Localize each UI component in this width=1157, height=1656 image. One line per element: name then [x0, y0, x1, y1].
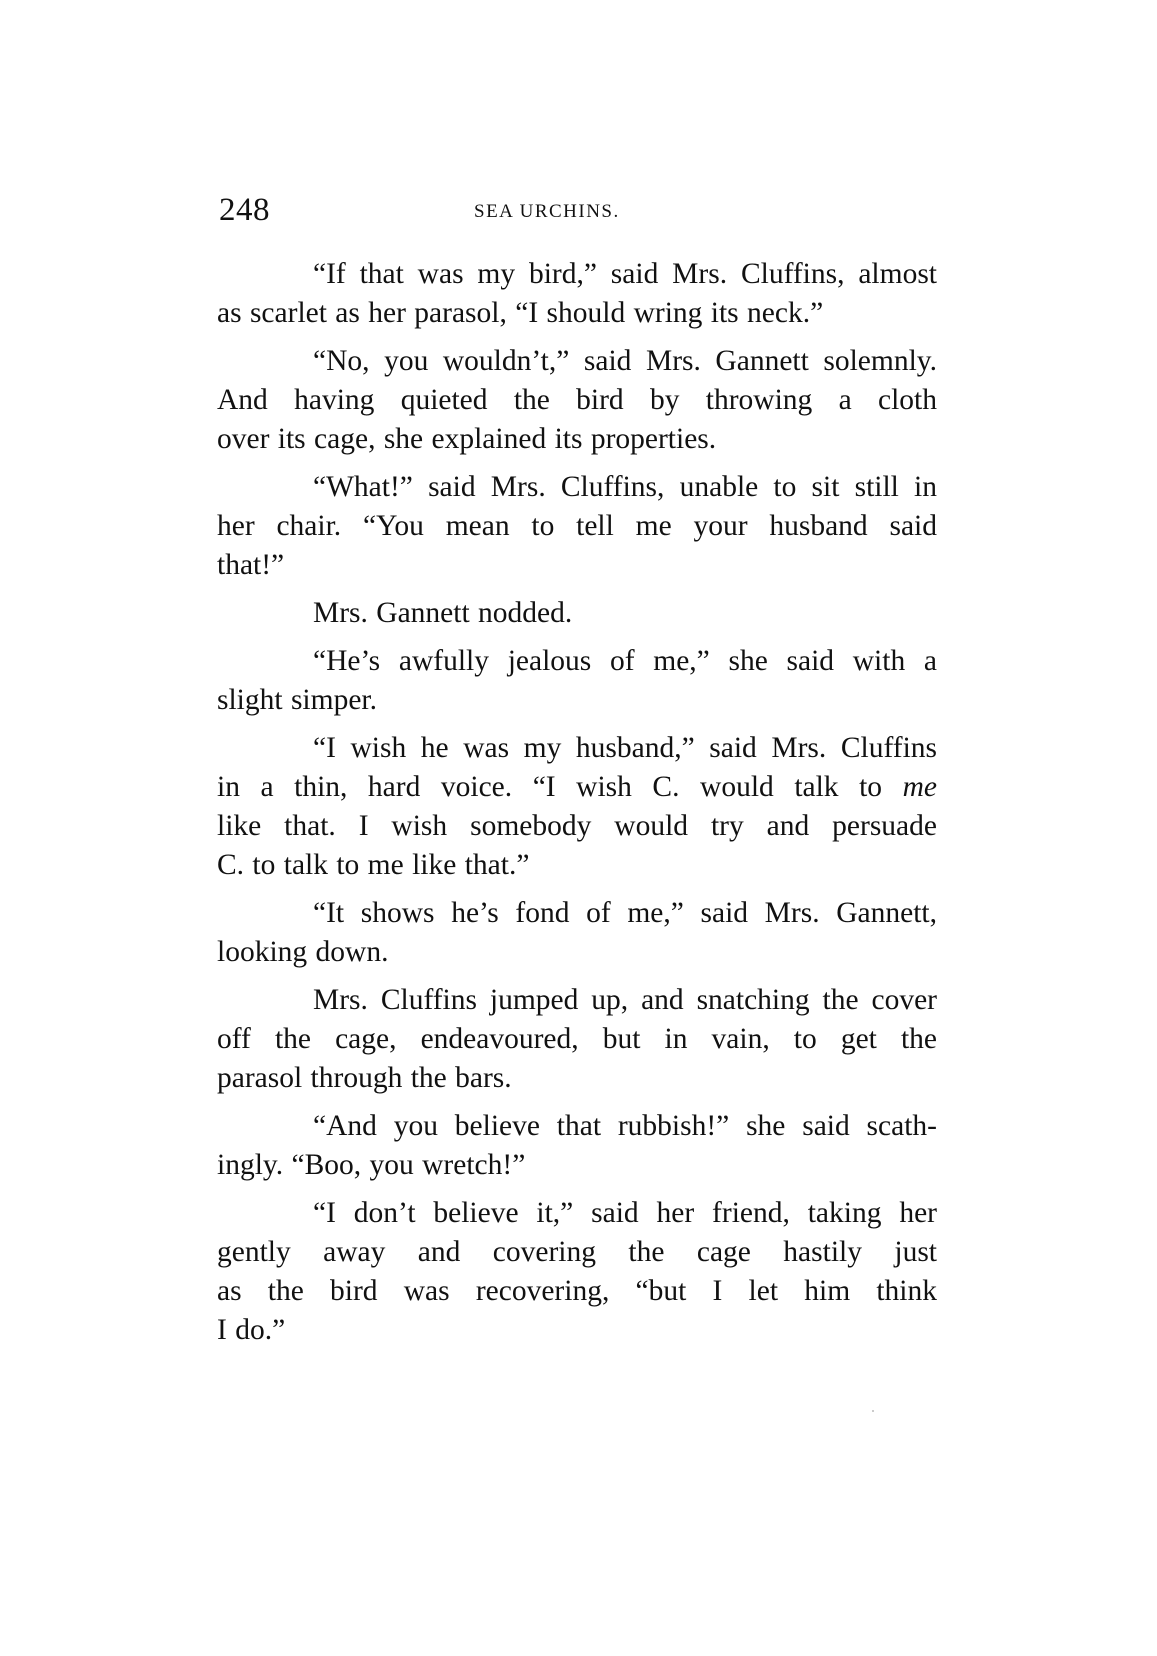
running-title: SEA URCHINS. — [474, 201, 620, 222]
text-line: ingly. “Boo, you wretch!” — [217, 1149, 526, 1181]
text-line: as the bird was recovering, “but I let him think — [217, 1275, 937, 1307]
text-line: “It shows he’s fond of me,” said Mrs. Gannett, — [313, 897, 937, 929]
text-line: “If that was my bird,” said Mrs. Cluffins, almost — [313, 258, 937, 290]
text-line: “He’s awfully jealous of me,” she said with a — [313, 645, 937, 677]
text-line: “I don’t believe it,” said her friend, taking her — [313, 1197, 937, 1229]
paper-speck — [872, 1410, 874, 1412]
text-line: Mrs. Cluffins jumped up, and snatching the cover — [313, 984, 937, 1016]
text-line: off the cage, endeavoured, but in vain, to get the — [217, 1023, 937, 1055]
paragraph-8 — [217, 981, 937, 1098]
paragraph-9 — [217, 1107, 937, 1185]
text-line: over its cage, she explained its properties. — [217, 423, 717, 455]
text-line-with-emphasis — [217, 768, 937, 807]
text-line: I do.” — [217, 1314, 286, 1346]
paragraph-2 — [217, 342, 937, 459]
text-line: parasol through the bars. — [217, 1062, 512, 1094]
text-line: And having quieted the bird by throwing a cloth — [217, 384, 937, 416]
paragraph-5 — [217, 642, 937, 720]
text-segment: in a thin, hard voice. “I wish C. would talk to — [217, 771, 883, 803]
paragraph-10 — [217, 1194, 937, 1350]
text-line: as scarlet as her parasol, “I should wring its neck.” — [217, 297, 824, 329]
body-text — [217, 255, 937, 1359]
text-line: that!” — [217, 549, 285, 581]
paragraph-3 — [217, 468, 937, 585]
text-line: “I wish he was my husband,” said Mrs. Cluffins — [313, 732, 937, 764]
text-line: “What!” said Mrs. Cluffins, unable to sit still in — [313, 471, 937, 503]
text-line: slight simper. — [217, 684, 377, 716]
paragraph-6 — [217, 729, 937, 885]
running-head — [219, 190, 939, 234]
text-line: her chair. “You mean to tell me your husband said — [217, 510, 937, 542]
text-line: gently away and covering the cage hastily just — [217, 1236, 937, 1268]
paragraph-7 — [217, 894, 937, 972]
paragraph-1 — [217, 255, 937, 333]
page-number: 248 — [219, 192, 270, 228]
text-line: “No, you wouldn’t,” said Mrs. Gannett solemnly. — [313, 345, 937, 377]
emphasis-word: me — [902, 771, 937, 803]
text-line: looking down. — [217, 936, 389, 968]
text-line: “And you believe that rubbish!” she said scath- — [313, 1110, 937, 1142]
paragraph-4 — [217, 594, 937, 633]
text-line: Mrs. Gannett nodded. — [313, 597, 573, 629]
text-line: like that. I wish somebody would try and persuade — [217, 810, 937, 842]
text-line: C. to talk to me like that.” — [217, 849, 530, 881]
